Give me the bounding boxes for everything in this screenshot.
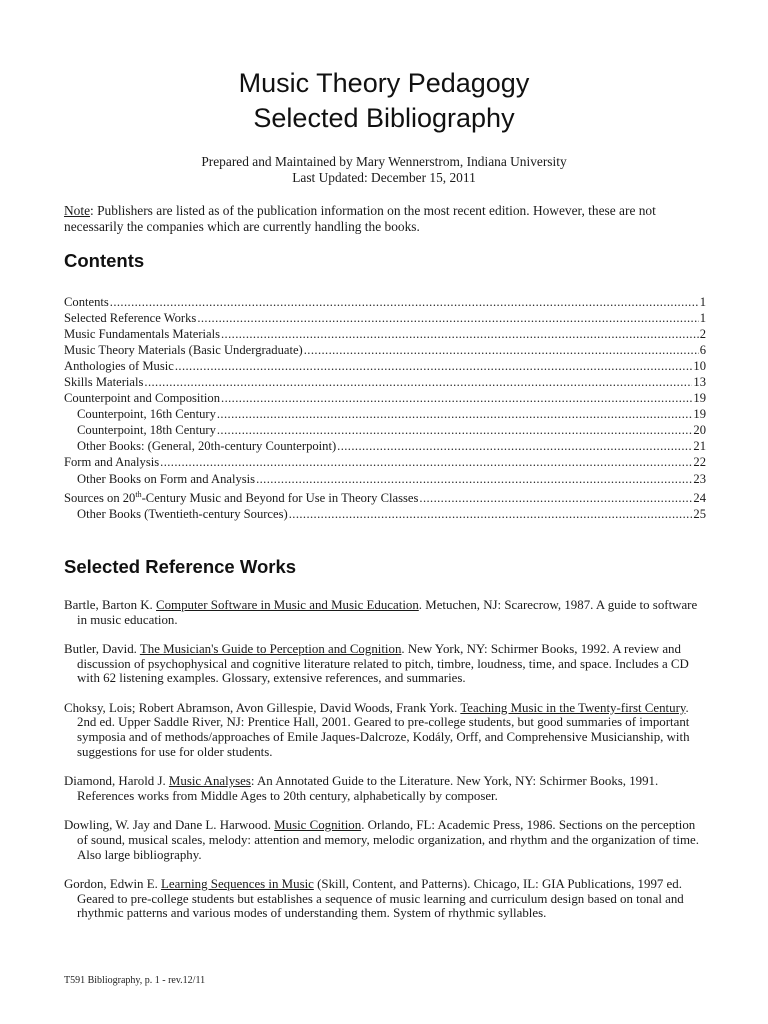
toc-label: Skills Materials <box>64 375 144 390</box>
toc-entry[interactable] <box>64 438 706 454</box>
prepared-by: Prepared and Maintained by Mary Wennerstrom, Indiana University <box>201 154 567 169</box>
toc-entry[interactable] <box>64 390 706 406</box>
toc-page: 25 <box>693 506 706 521</box>
toc-page: 6 <box>699 343 706 358</box>
title-line-1: Music Theory Pedagogy <box>238 68 530 98</box>
toc-label: Other Books: (General, 20th-century Counterpoint) <box>77 439 337 454</box>
toc-entry[interactable] <box>64 422 706 438</box>
ref-details: . 2nd ed. Upper Saddle River, NJ: Prentice Hall, 2001. Geared to pre-college students, but good summaries of important symposia and of methods/approaches of Emile Jaques-Dalcroze, Kodály, Orff, and Comprehensive Musicianship, with suggestions for use for older students. <box>77 700 690 759</box>
toc-entry[interactable] <box>64 358 706 374</box>
document-title <box>0 66 768 136</box>
toc-label: Music Theory Materials (Basic Undergraduate) <box>64 343 303 358</box>
toc-label: Other Books (Twentieth-century Sources) <box>77 506 288 521</box>
toc-page: 1 <box>699 311 706 326</box>
note-label: Note <box>64 203 91 218</box>
reference-works-heading: Selected Reference Works <box>64 556 297 577</box>
toc-page: 1 <box>699 295 706 309</box>
toc-leader <box>110 294 699 310</box>
toc-leader <box>217 406 693 422</box>
toc-label: Other Books on Form and Analysis <box>77 471 256 486</box>
ref-author: Diamond, Harold J. <box>64 774 169 789</box>
reference-entry <box>64 701 709 760</box>
toc-leader <box>337 438 692 454</box>
toc-page: 19 <box>693 407 706 422</box>
ref-details: . Metuchen, NJ: Scarecrow, 1987. A guide to software in music education. <box>77 598 698 627</box>
toc-entry[interactable] <box>64 294 706 310</box>
toc-page: 24 <box>693 490 706 505</box>
ref-author: Butler, David. <box>64 642 140 656</box>
ref-title: Computer Software in Music and Music Education <box>156 598 419 612</box>
toc-page: 19 <box>693 391 706 406</box>
toc-label: Counterpoint and Composition <box>64 391 221 406</box>
table-of-contents <box>64 294 706 522</box>
toc-entry[interactable] <box>64 326 706 342</box>
toc-page: 22 <box>693 455 706 470</box>
reference-entry <box>64 877 709 921</box>
toc-leader <box>144 374 692 390</box>
ref-title: Music Analyses <box>168 774 251 789</box>
ref-details: . New York, NY: Schirmer Books, 1992. A review and discussion of psychophysical and cognitive literature related to pitch, timbre, loudness, time, and space. Includes a CD with 62 listening examples. Glossary, extensive references, and summaries. <box>77 642 689 686</box>
toc-page: 23 <box>693 471 706 486</box>
toc-entry[interactable] <box>64 471 706 487</box>
toc-label: Counterpoint, 18th Century <box>77 423 216 438</box>
reference-entry <box>64 818 709 862</box>
toc-leader <box>419 490 692 506</box>
toc-label: Music Fundamentals Materials <box>64 327 220 342</box>
toc-page: 13 <box>693 375 706 390</box>
toc-label-part: Sources on 20 <box>64 490 136 505</box>
byline <box>0 154 768 186</box>
publisher-note <box>64 203 704 235</box>
ref-details: : An Annotated Guide to the Literature. New York, NY: Schirmer Books, 1991. References works from Middle Ages to 20th century, alphabetically by composer. <box>77 774 659 803</box>
ref-title: Learning Sequences in Music <box>161 876 314 891</box>
toc-page: 10 <box>693 359 706 374</box>
toc-leader <box>304 342 699 358</box>
toc-leader <box>221 390 692 406</box>
toc-label: Selected Reference Works <box>64 311 197 326</box>
toc-entry[interactable] <box>64 487 706 506</box>
toc-entry[interactable] <box>64 374 706 390</box>
toc-leader <box>221 326 699 342</box>
ref-author: Gordon, Edwin E. <box>64 876 162 891</box>
toc-page: 20 <box>693 423 706 438</box>
toc-label: Anthologies of Music <box>64 359 174 374</box>
toc-entry[interactable] <box>64 406 706 422</box>
toc-leader <box>289 506 693 522</box>
toc-page: 21 <box>693 439 706 454</box>
ref-title: The Musician's Guide to Perception and Cognition <box>139 642 402 656</box>
toc-label: Form and Analysis <box>64 455 160 470</box>
reference-entry <box>64 774 709 803</box>
toc-label: Counterpoint, 16th Century <box>77 407 216 422</box>
reference-list <box>64 598 709 936</box>
note-text: : Publishers are listed as of the publication information on the most recent edition. However, these are not necessarily the companies which are currently handling the books. <box>64 203 656 234</box>
toc-leader <box>217 422 693 438</box>
ref-title: Music Cognition <box>274 818 362 833</box>
toc-entry[interactable] <box>64 454 706 470</box>
toc-entry[interactable] <box>64 310 706 326</box>
toc-leader <box>197 310 698 326</box>
ref-author: Bartle, Barton K. <box>64 598 157 612</box>
reference-entry <box>64 598 709 627</box>
reference-entry <box>64 642 709 686</box>
ref-details: (Skill, Content, and Patterns). Chicago, IL: GIA Publications, 1997 ed. Geared to pre-college students but establishes a sequence of music learning and curriculum design based on tonal and rhythmic patterns and various modes of understanding them. System of rhythmic syllables. <box>77 876 684 921</box>
last-updated: Last Updated: December 15, 2011 <box>292 170 476 185</box>
ref-details: . Orlando, FL: Academic Press, 1986. Sections on the perception of sound, musical scales, melody: attention and memory, melodic organization, and rhythm and the organization of time. Also large bibliography. <box>77 818 699 862</box>
toc-label-part: -Century Music and Beyond for Use in Theory Classes <box>141 490 419 505</box>
contents-heading: Contents <box>64 250 145 271</box>
toc-entry[interactable] <box>64 506 706 522</box>
toc-leader <box>175 358 693 374</box>
ref-title: Teaching Music in the Twenty-first Century <box>460 700 686 715</box>
page-footer: T591 Bibliography, p. 1 - rev.12/11 <box>64 975 206 986</box>
toc-entry[interactable] <box>64 342 706 358</box>
toc-label-superscript: th <box>135 489 142 499</box>
toc-page: 2 <box>699 327 706 342</box>
toc-leader <box>256 471 692 487</box>
ref-author: Choksy, Lois; Robert Abramson, Avon Gillespie, David Woods, Frank York. <box>64 700 461 715</box>
ref-author: Dowling, W. Jay and Dane L. Harwood. <box>64 818 275 833</box>
toc-label <box>64 487 418 506</box>
title-line-2: Selected Bibliography <box>253 103 515 133</box>
toc-label: Contents <box>64 295 109 309</box>
toc-leader <box>160 454 692 470</box>
